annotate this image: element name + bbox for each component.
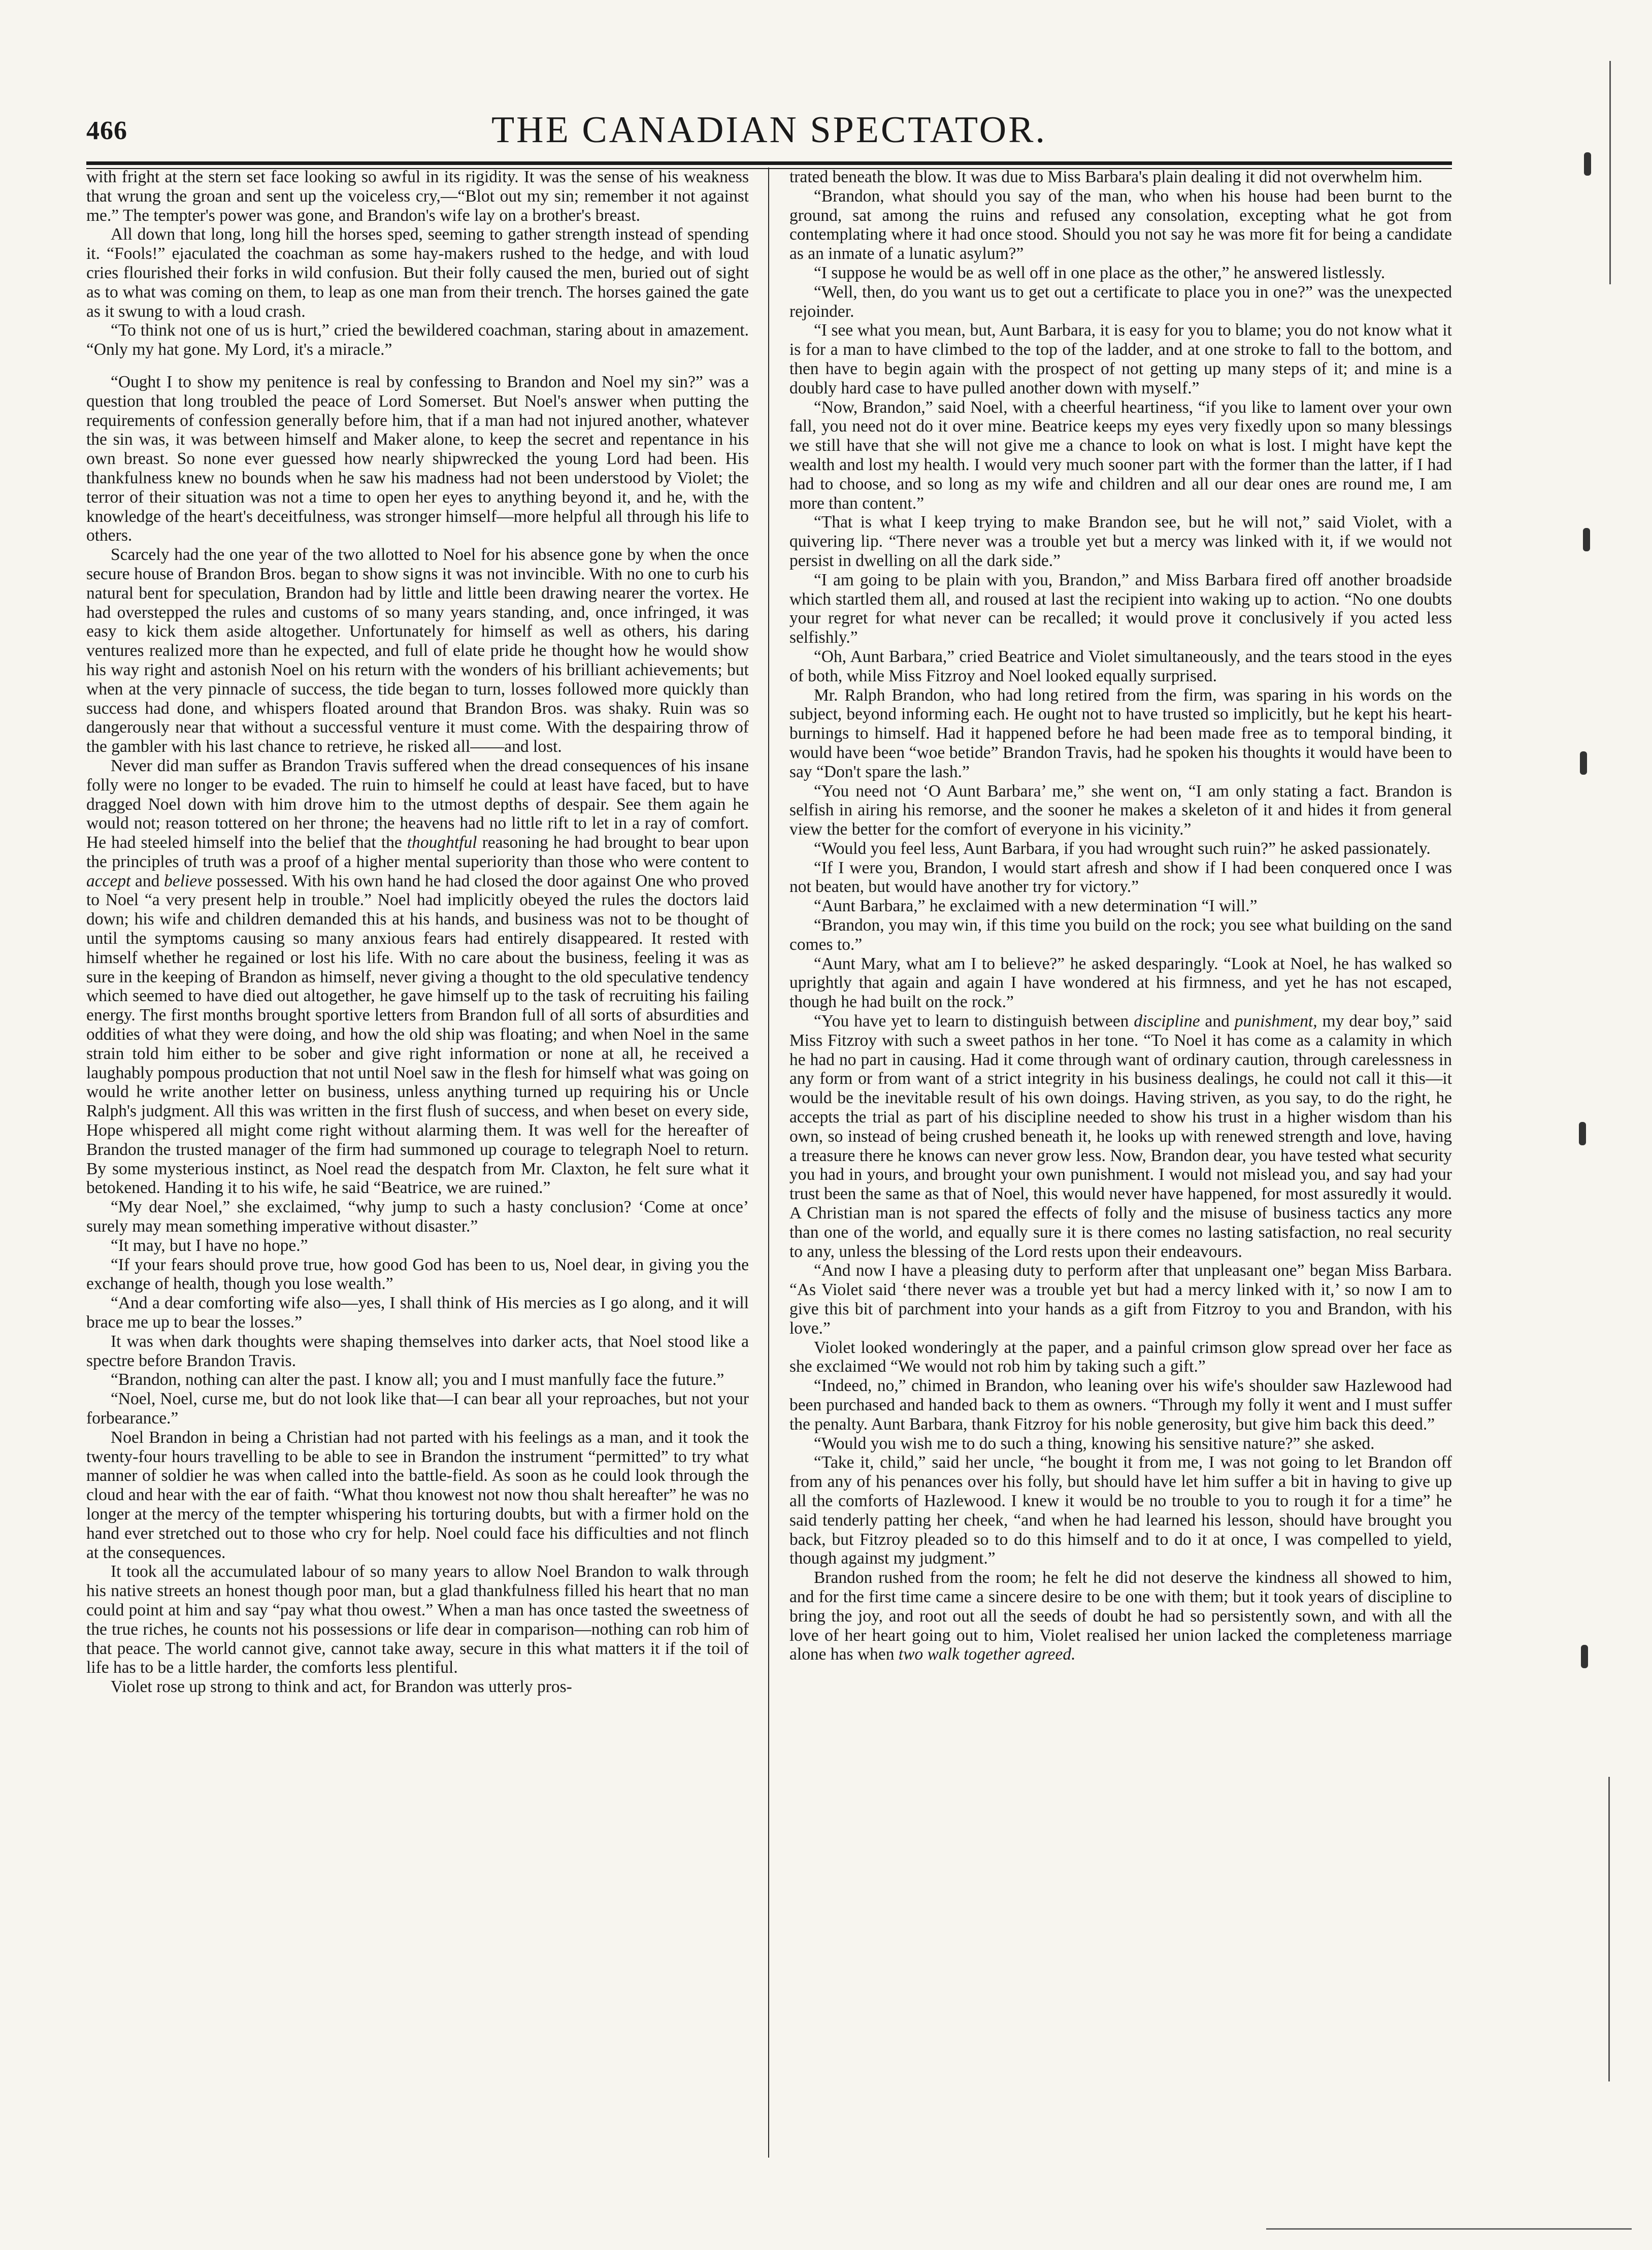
margin-scan-mark [1583,528,1590,551]
paragraph [86,756,749,1198]
paragraph [789,1434,1452,1453]
paragraph-text: It took all the accumulated labour of so many years to allow Noel Brandon to walk through his native streets an honest though poor man, but a glad thankfulness filled his heart that no man could point at him and say “pay what thou owest.” When a man has once tasted the sweetness of the true riches, he counts not his possessions or life dear in comparison—nothing can rob him of that peace. The world cannot give, cannot take away, secure in this what matters it if the toil of life has to be a little harder, the comforts less plentiful. [86,1562,749,1677]
paragraph [86,225,749,321]
margin-scan-line [1609,61,1611,284]
paragraph [789,858,1452,897]
paragraph-text: “I suppose he would be as well off in one place as the other,” he answered listlessly. [814,263,1385,282]
paragraph-text: It was when dark thoughts were shaping themselves into darker acts, that Noel stood like a spectre before Brandon Travis. [86,1332,749,1370]
paragraph [789,1012,1452,1261]
margin-scan-mark [1580,751,1587,775]
paragraph-text: “Ought I to show my penitence is real by confessing to Brandon and Noel my sin?” was a question that long troubled the peace of Lord Somerset. But Noel's answer when putting the requirements of confession generally before him, that if a man had not injured another, whatever the sin was, it was between himself and Maker alone, to keep the secret and repentance in his own breast. So none ever guessed how nearly shipwrecked the young Lord had been. His thankfulness knew no bounds when he saw his madness had not been understood by Violet; the terror of their situation was not a time to open her eyes to anything beyond it, and he, with the knowledge of the heart's deceitfulness, was stronger himself—more helpful all through his life to others. [86,372,749,545]
italic-text: thoughtful [407,833,477,852]
paragraph-text: trated beneath the blow. It was due to Miss Barbara's plain dealing it did not overwhelm him. [789,168,1423,186]
paragraph [789,916,1452,954]
page-number: 466 [86,116,127,145]
paragraph [789,187,1452,263]
margin-scan-line [1608,1777,1610,2081]
paragraph [86,321,749,359]
paragraph-text: “I am going to be plain with you, Brandon,” and Miss Barbara fired off another broadside which startled them all, and roused at last the recipient into waking up to action. “No one doubts your regret for what never can be recalled; it would prove it conclusively if you acted less selfishly.” [789,570,1452,647]
paragraph-text: “Brandon, you may win, if this time you build on the rock; you see what building on the sand comes to.” [789,916,1452,954]
paragraph [789,782,1452,839]
paragraph [86,545,749,756]
paragraph [789,686,1452,782]
paragraph-text: Scarcely had the one year of the two allotted to Noel for his absence gone by when the once secure house of Brandon Bros. began to show signs it was not invincible. With no one to curb his natural bent for speculation, Brandon had by little and little been drawing nearer the vortex. He had overstepped the rules and customs of so many years standing, and, once infringed, it was easy to kick them aside altogether. Unfortunately for himself as well as others, his daring ventures realized more than he expected, and full of elate pride he thought how he would show his way right and astonish Noel on his return with the wonders of his brilliant achievements; but when at the very pinnacle of success, the tide began to turn, losses followed more quickly than success had done, and whispers floated around that Brandon Bros. was shaky. Ruin was so dangerously near that without a successful venture it must come. With the despairing throw of the gambler with his last chance to retrieve, he risked all——and lost. [86,545,749,756]
paragraph-text: “If your fears should prove true, how good God has been to us, Noel dear, in giving you the exchange of health, though you lose wealth.” [86,1255,749,1294]
column-divider [768,168,769,2158]
margin-scan-mark [1581,1645,1588,1668]
paragraph-text: Violet rose up strong to think and act, for Brandon was utterly pros- [111,1677,572,1697]
right-column [789,168,1452,1664]
paragraph-text: Brandon rushed from the room; he felt he did not deserve the kindness all showed to him, and for the first time came a sincere desire to be one with them; but it took years of discipline to bring the joy, and root out all the seeds of doubt he had so persistently sown, and with all the love of her heart going out to him, Violet realised her union lacked the completeness marriage alone has when [789,1568,1452,1664]
paragraph [789,839,1452,858]
paragraph-text: “I see what you mean, but, Aunt Barbara, it is easy for you to blame; you do not know what it is for a man to have climbed to the top of the ladder, and at one stroke to fall to the bottom, and then have to begin again with the prospect of not getting up many steps of it; and mine is a doubly hard case to have pulled another down with myself.” [789,321,1452,398]
paragraph-text: Mr. Ralph Brandon, who had long retired from the firm, was sparing in his words on the subject, beyond informing each. He ought not to have trusted so implicitly, but he kept his heart-burnings to himself. Had it happened before he had been made free as to temporal binding, it would have been “woe betide” Brandon Travis, had he spoken his thoughts it would have been to say “Don't spare the lash.” [789,685,1452,781]
paragraph [789,398,1452,513]
italic-text: accept [86,871,131,890]
left-column [86,168,749,1697]
paragraph [86,1562,749,1677]
paragraph [789,647,1452,686]
paragraph-text: reasoning he had brought to bear upon the principles of truth was a proof of a higher mental superiority than those who were content to [86,833,749,871]
paragraph [86,1294,749,1332]
masthead-title: THE CANADIAN SPECTATOR. [491,109,1047,151]
paragraph-text: “To think not one of us is hurt,” cried the bewildered coachman, staring about in amazement. “Only my hat gone. My Lord, it's a miracle.” [86,321,749,359]
paragraph-text: “You need not ‘O Aunt Barbara’ me,” she went on, “I am only stating a fact. Brandon is selfish in airing his remorse, and the sooner he makes a skeleton of it and hides it from general view the better for the comfort of everyone in his vicinity.” [789,781,1452,839]
paragraph-text: my dear boy,” said Miss Fitzroy with such a sweet pathos in her tone. “To Noel it has come as a calamity in which he had no part in causing. Had it come through want of ordinary caution, through carelessness in any form or from want of a strict integrity in his business dealings, he could not call it this—it would be the inevitable result of his own doings. Having striven, as you say, to do the right, he accepts the trial as part of his discipline needed to show his trust in a higher wisdom than his own, so instead of being crushed beneath it, he looks up with renewed strength and love, having a treasure there he knows can never grow less. Now, Brandon dear, you have tested what security you had in yours, and brought your own punishment. I would not mislead you, and say had your trust been the same as that of Noel, this would never have happened, for most assuredly it would. A Christian man is not spared the effects of folly and the misuse of business tactics any more than one of the world, and equally sure it is there comes no lasting satisfaction, no real security to any, unless the blessing of the Lord rests upon their endeavours. [789,1012,1452,1261]
paragraph-text: “Take it, child,” said her uncle, “he bought it from me, I was not going to let Brandon off from any of his penances over his folly, but should have let him suffer a bit in having to give up all the comforts of Hazlewood. I knew it would be no trouble to you to rough it for a time” he said tenderly patting her cheek, “and when he had learned his lesson, should have brought you back, but Fitzroy pleaded so to do this himself and to do it at once, I was compelled to yield, though against my judgment.” [789,1453,1452,1568]
paragraph [86,373,749,545]
paragraph [789,1376,1452,1434]
margin-scan-mark [1579,1122,1586,1145]
paragraph [789,283,1452,321]
margin-scan-mark [1584,152,1591,176]
paragraph [86,1370,749,1389]
paragraph-text: Noel Brandon in being a Christian had not parted with his feelings as a man, and it took the twenty-four hours travelling to be able to see in Brandon the instrument “permitted” to try what manner of soldier he was when called into the battle-field. As soon as he could look through the cloud and hear with the ear of faith. “What thou knowest not now thou shalt hereafter” he was no longer at the mercy of the tempter whispering his torturing doubts, but with a firmer hold on the hand ever stretched out to those who cry for help. Noel could face his difficulties and not flinch at the consequences. [86,1428,749,1562]
page-header [86,107,1452,162]
paragraph-text: “And now I have a pleasing duty to perform after that unpleasant one” began Miss Barbara. “As Violet said ‘there never was a trouble yet but had a mercy linked with it,’ so now I am to give this bit of parchment into your hands as a gift from Fitzroy to you and Brandon, with his love.” [789,1261,1452,1338]
paragraph-text: All down that long, long hill the horses sped, seeming to gather strength instead of spending it. “Fools!” ejaculated the coachman as some hay-makers rushed to the hedge, and with loud cries flourished their forks in wild confusion. But their folly caused the men, buried out of sight as to what was coming on them, to leap as one man from their trench. The horses gained the gate as it swung to with a loud crash. [86,225,749,321]
paragraph-text: “Aunt Mary, what am I to believe?” he asked desparingly. “Look at Noel, he has walked so uprightly that again and again I have wondered at his firmness, and yet he has not escaped, though he had built on the rock.” [789,954,1452,1012]
paragraph-text: “Noel, Noel, curse me, but do not look like that—I can bear all your reproaches, but not your forbearance.” [86,1389,749,1428]
paragraph [86,1255,749,1294]
paragraph-text: “If I were you, Brandon, I would start afresh and show if I had been conquered once I was not beaten, but would have another try for victory.” [789,858,1452,897]
paragraph [86,1677,749,1697]
paragraph-text: “Brandon, what should you say of the man, who when his house had been burnt to the ground, sat among the ruins and refused any consolation, excepting what he got from contemplating where it had once stood. Should you not say he was more fit for being a candidate as an inmate of a lunatic asylum?” [789,186,1452,263]
paragraph [789,954,1452,1012]
paragraph [789,321,1452,398]
paragraph-text: and [1200,1012,1235,1031]
paragraph-text: “My dear Noel,” she exclaimed, “why jump to such a hasty conclusion? ‘Come at once’ surely may mean something imperative without disaster.” [86,1198,749,1236]
paragraph [789,168,1452,187]
paragraph-text: “It may, but I have no hope.” [111,1236,308,1255]
paragraph-text: Violet looked wonderingly at the paper, and a painful crimson glow spread over her face as she exclaimed “We would not rob him by taking such a gift.” [789,1338,1452,1376]
paragraph [86,1236,749,1255]
paragraph [86,1332,749,1371]
paragraph-text: “Would you wish me to do such a thing, knowing his sensitive nature?” she asked. [814,1434,1375,1453]
paragraph-text: “Oh, Aunt Barbara,” cried Beatrice and Violet simultaneously, and the tears stood in the eyes of both, while Miss Fitzroy and Noel looked equally surprised. [789,647,1452,685]
paragraph-text: “Aunt Barbara,” he exclaimed with a new determination “I will.” [814,897,1258,916]
paragraph-text: “You have yet to learn to distinguish between [814,1012,1134,1031]
paragraph-text: and [130,871,164,890]
paragraph-text: “Brandon, nothing can alter the past. I know all; you and I must manfully face the future.” [111,1370,724,1389]
paragraph [789,1453,1452,1568]
italic-text: punishment, [1234,1012,1317,1031]
footer-scan-rule [1266,2228,1632,2230]
paragraph [86,168,749,225]
italic-text: discipline [1134,1012,1200,1031]
paragraph [789,897,1452,916]
paragraph [789,513,1452,570]
paragraph [789,1261,1452,1338]
paragraph [86,1428,749,1563]
italic-text: believe [164,871,212,890]
paragraph-text: “Now, Brandon,” said Noel, with a cheerful heartiness, “if you like to lament over your own fall, you need not do it over mine. Beatrice keeps my eyes very fixedly upon so many blessings we still have that she will not give me a chance to look on what is lost. I might have kept the wealth and lost my health. I would very much sooner part with the former than the latter, if I had had to choose, and so long as my wife and children and all our dear ones are round me, I am more than content.” [789,398,1452,513]
paragraph [789,1568,1452,1664]
italic-text: two walk together agreed. [898,1645,1076,1664]
paragraph-text: Never did man suffer as Brandon Travis suffered when the dread consequences of his insane folly were no longer to be evaded. The ruin to himself he could at least have faced, but to have dragged Noel down with him drove him to the utmost depths of despair. See them again he would not; reason tottered on her throne; the heavens had no little rift to let in a ray of comfort. He had steeled himself into the belief that the [86,756,749,852]
paragraph [789,571,1452,647]
header-rule-thick [86,161,1452,165]
article-columns [86,168,1452,2178]
paragraph [86,1389,749,1428]
paragraph-text: “That is what I keep trying to make Brandon see, but he will not,” said Violet, with a quivering lip. “There never was a trouble yet but a mercy was linked with it, if we would not persist in dwelling on all the dark side.” [789,513,1452,570]
paragraph [86,1198,749,1236]
paragraph-text: “And a dear comforting wife also—yes, I shall think of His mercies as I go along, and it will brace me up to bear the losses.” [86,1294,749,1332]
paragraph [789,263,1452,283]
paragraph [789,1338,1452,1377]
newspaper-page [86,96,1452,2178]
paragraph-text: with fright at the stern set face looking so awful in its rigidity. It was the sense of his weakness that wrung the groan and sent up the voiceless cry,—“Blot out my sin; remember it not against me.” The tempter's power was gone, and Brandon's wife lay on a brother's breast. [86,168,749,225]
paragraph-text: “Well, then, do you want us to get out a certificate to place you in one?” was the unexpected rejoinder. [789,282,1452,321]
paragraph-text: possessed. With his own hand he had closed the door against One who proved to Noel “a very present help in trouble.” Noel had implicitly obeyed the rules the doctors laid down; his wife and children demanded this at his hands, and business was not to be thought of until the symptoms causing so many anxious fears had entirely disappeared. It rested with himself whether he regained or lost his life. With no care about the business, feeling it was as sure in the keeping of Brandon as himself, never giving a thought to the old speculative tendency which seemed to have died out altogether, he gave himself up to the task of recruiting his failing energy. The first months brought sportive letters from Brandon full of all sorts of absurdities and oddities of what they were doing, and how the old ship was floating; and when Noel in the same strain told him either to be sober and give right information or none at all, he received a laughably pompous production that not until Noel saw in the flesh for himself what was going on would he write another letter on business, unless anything turned up requiring his or Uncle Ralph's judgment. All this was written in the first flush of success, and when beset on every side, Hope whispered all might come right without alarming them. It was well for the hereafter of Brandon the trusted manager of the firm had summoned up courage to telegraph Noel to return. By some mysterious instinct, as Noel read the despatch from Mr. Claxton, he felt sure what it betokened. Handing it to his wife, he said “Beatrice, we are ruined.” [86,871,749,1198]
paragraph-text: “Indeed, no,” chimed in Brandon, who leaning over his wife's shoulder saw Hazlewood had been purchased and handed back to them as owners. “Through my folly it went and I must suffer the penalty. Aunt Barbara, thank Fitzroy for his noble generosity, but give him back this deed.” [789,1376,1452,1434]
paragraph-text: “Would you feel less, Aunt Barbara, if you had wrought such ruin?” he asked passionately. [814,839,1431,858]
